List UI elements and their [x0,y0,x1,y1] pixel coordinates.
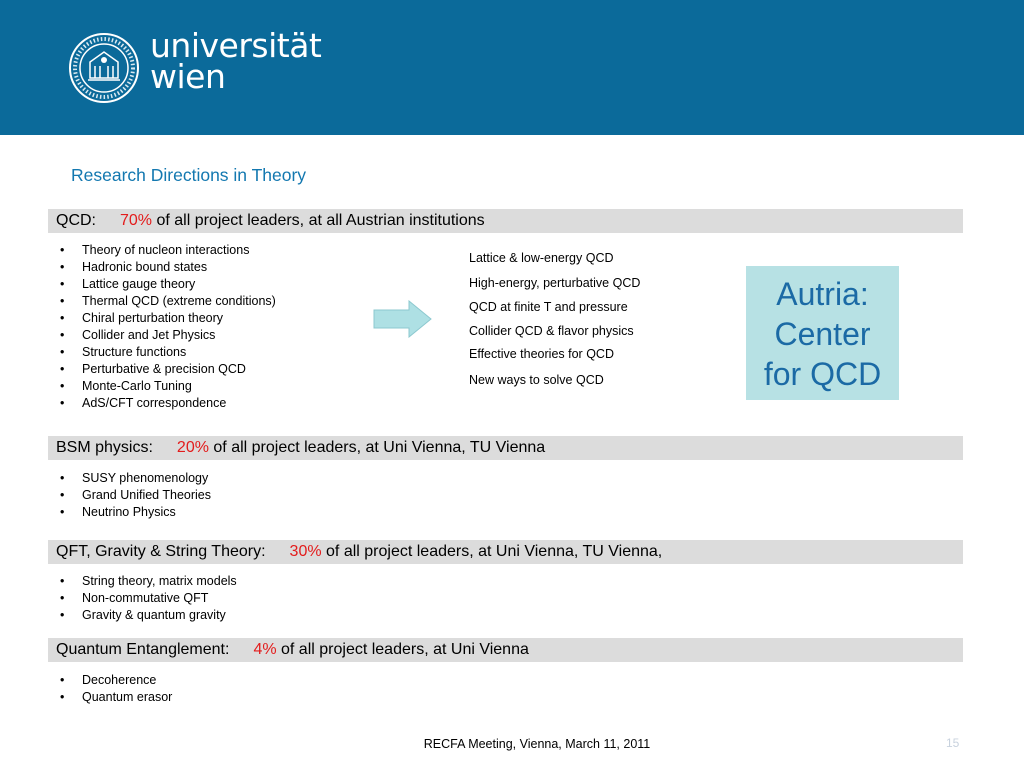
section-bar-qft [48,540,963,564]
section-description: of all project leaders, at all Austrian institutions [156,212,485,229]
list-item: • Collider and Jet Physics [60,327,276,344]
list-item: • SUSY phenomenology [60,470,211,487]
list-item: • Thermal QCD (extreme conditions) [60,293,276,310]
section-percent: 70% [120,212,153,229]
list-item: • Monte-Carlo Tuning [60,378,276,395]
header-banner [0,0,1024,135]
callout-line: Autria: [776,276,869,312]
section-percent: 20% [176,439,209,456]
section-label: BSM physics: [56,439,153,456]
list-item: • Theory of nucleon interactions [60,242,276,259]
slide-title: Research Directions in Theory [71,165,307,185]
section-percent: 30% [289,543,322,560]
list-item: • AdS/CFT correspondence [60,395,276,412]
callout-line: Center [774,316,871,352]
section-description: of all project leaders, at Uni Vienna [281,641,529,658]
list-item: • Grand Unified Theories [60,487,211,504]
summary-item: Lattice & low-energy QCD [469,251,614,265]
university-seal-icon [68,32,140,104]
list-item: • Lattice gauge theory [60,276,276,293]
university-logo-text [150,26,322,96]
list-item: • Structure functions [60,344,276,361]
list-item: • Decoherence [60,672,172,689]
summary-item: High-energy, perturbative QCD [469,276,641,290]
section-bar-entanglement [48,638,963,662]
section-bar-bsm [48,436,963,460]
logo-line-2: wien [150,57,226,96]
summary-item: QCD at finite T and pressure [469,300,628,314]
qft-topic-list [60,573,237,624]
qcd-center-callout [746,266,899,400]
section-label: QFT, Gravity & String Theory: [56,543,266,560]
summary-item: Effective theories for QCD [469,347,614,361]
list-item: • Non-commutative QFT [60,590,237,607]
list-item: • Chiral perturbation theory [60,310,276,327]
summary-item: New ways to solve QCD [469,373,604,387]
list-item: • Hadronic bound states [60,259,276,276]
section-description: of all project leaders, at Uni Vienna, TU Vienna, [326,543,663,560]
page-number: 15 [946,736,960,750]
summary-item: Collider QCD & flavor physics [469,324,634,338]
list-item: • Gravity & quantum gravity [60,607,237,624]
callout-line: for QCD [763,356,882,392]
section-bar-qcd [48,209,963,233]
right-arrow-icon [373,300,433,338]
section-label: QCD: [56,212,96,229]
entanglement-topic-list [60,672,172,706]
list-item: • Neutrino Physics [60,504,211,521]
qcd-topic-list [60,242,276,412]
list-item: • Quantum erasor [60,689,172,706]
bsm-topic-list [60,470,211,521]
section-percent: 4% [253,641,277,658]
list-item: • Perturbative & precision QCD [60,361,276,378]
section-label: Quantum Entanglement: [56,641,230,658]
logo-line-1: universität [150,26,322,65]
footer-text: RECFA Meeting, Vienna, March 11, 2011 [423,737,651,751]
list-item: • String theory, matrix models [60,573,237,590]
section-description: of all project leaders, at Uni Vienna, TU Vienna [213,439,546,456]
